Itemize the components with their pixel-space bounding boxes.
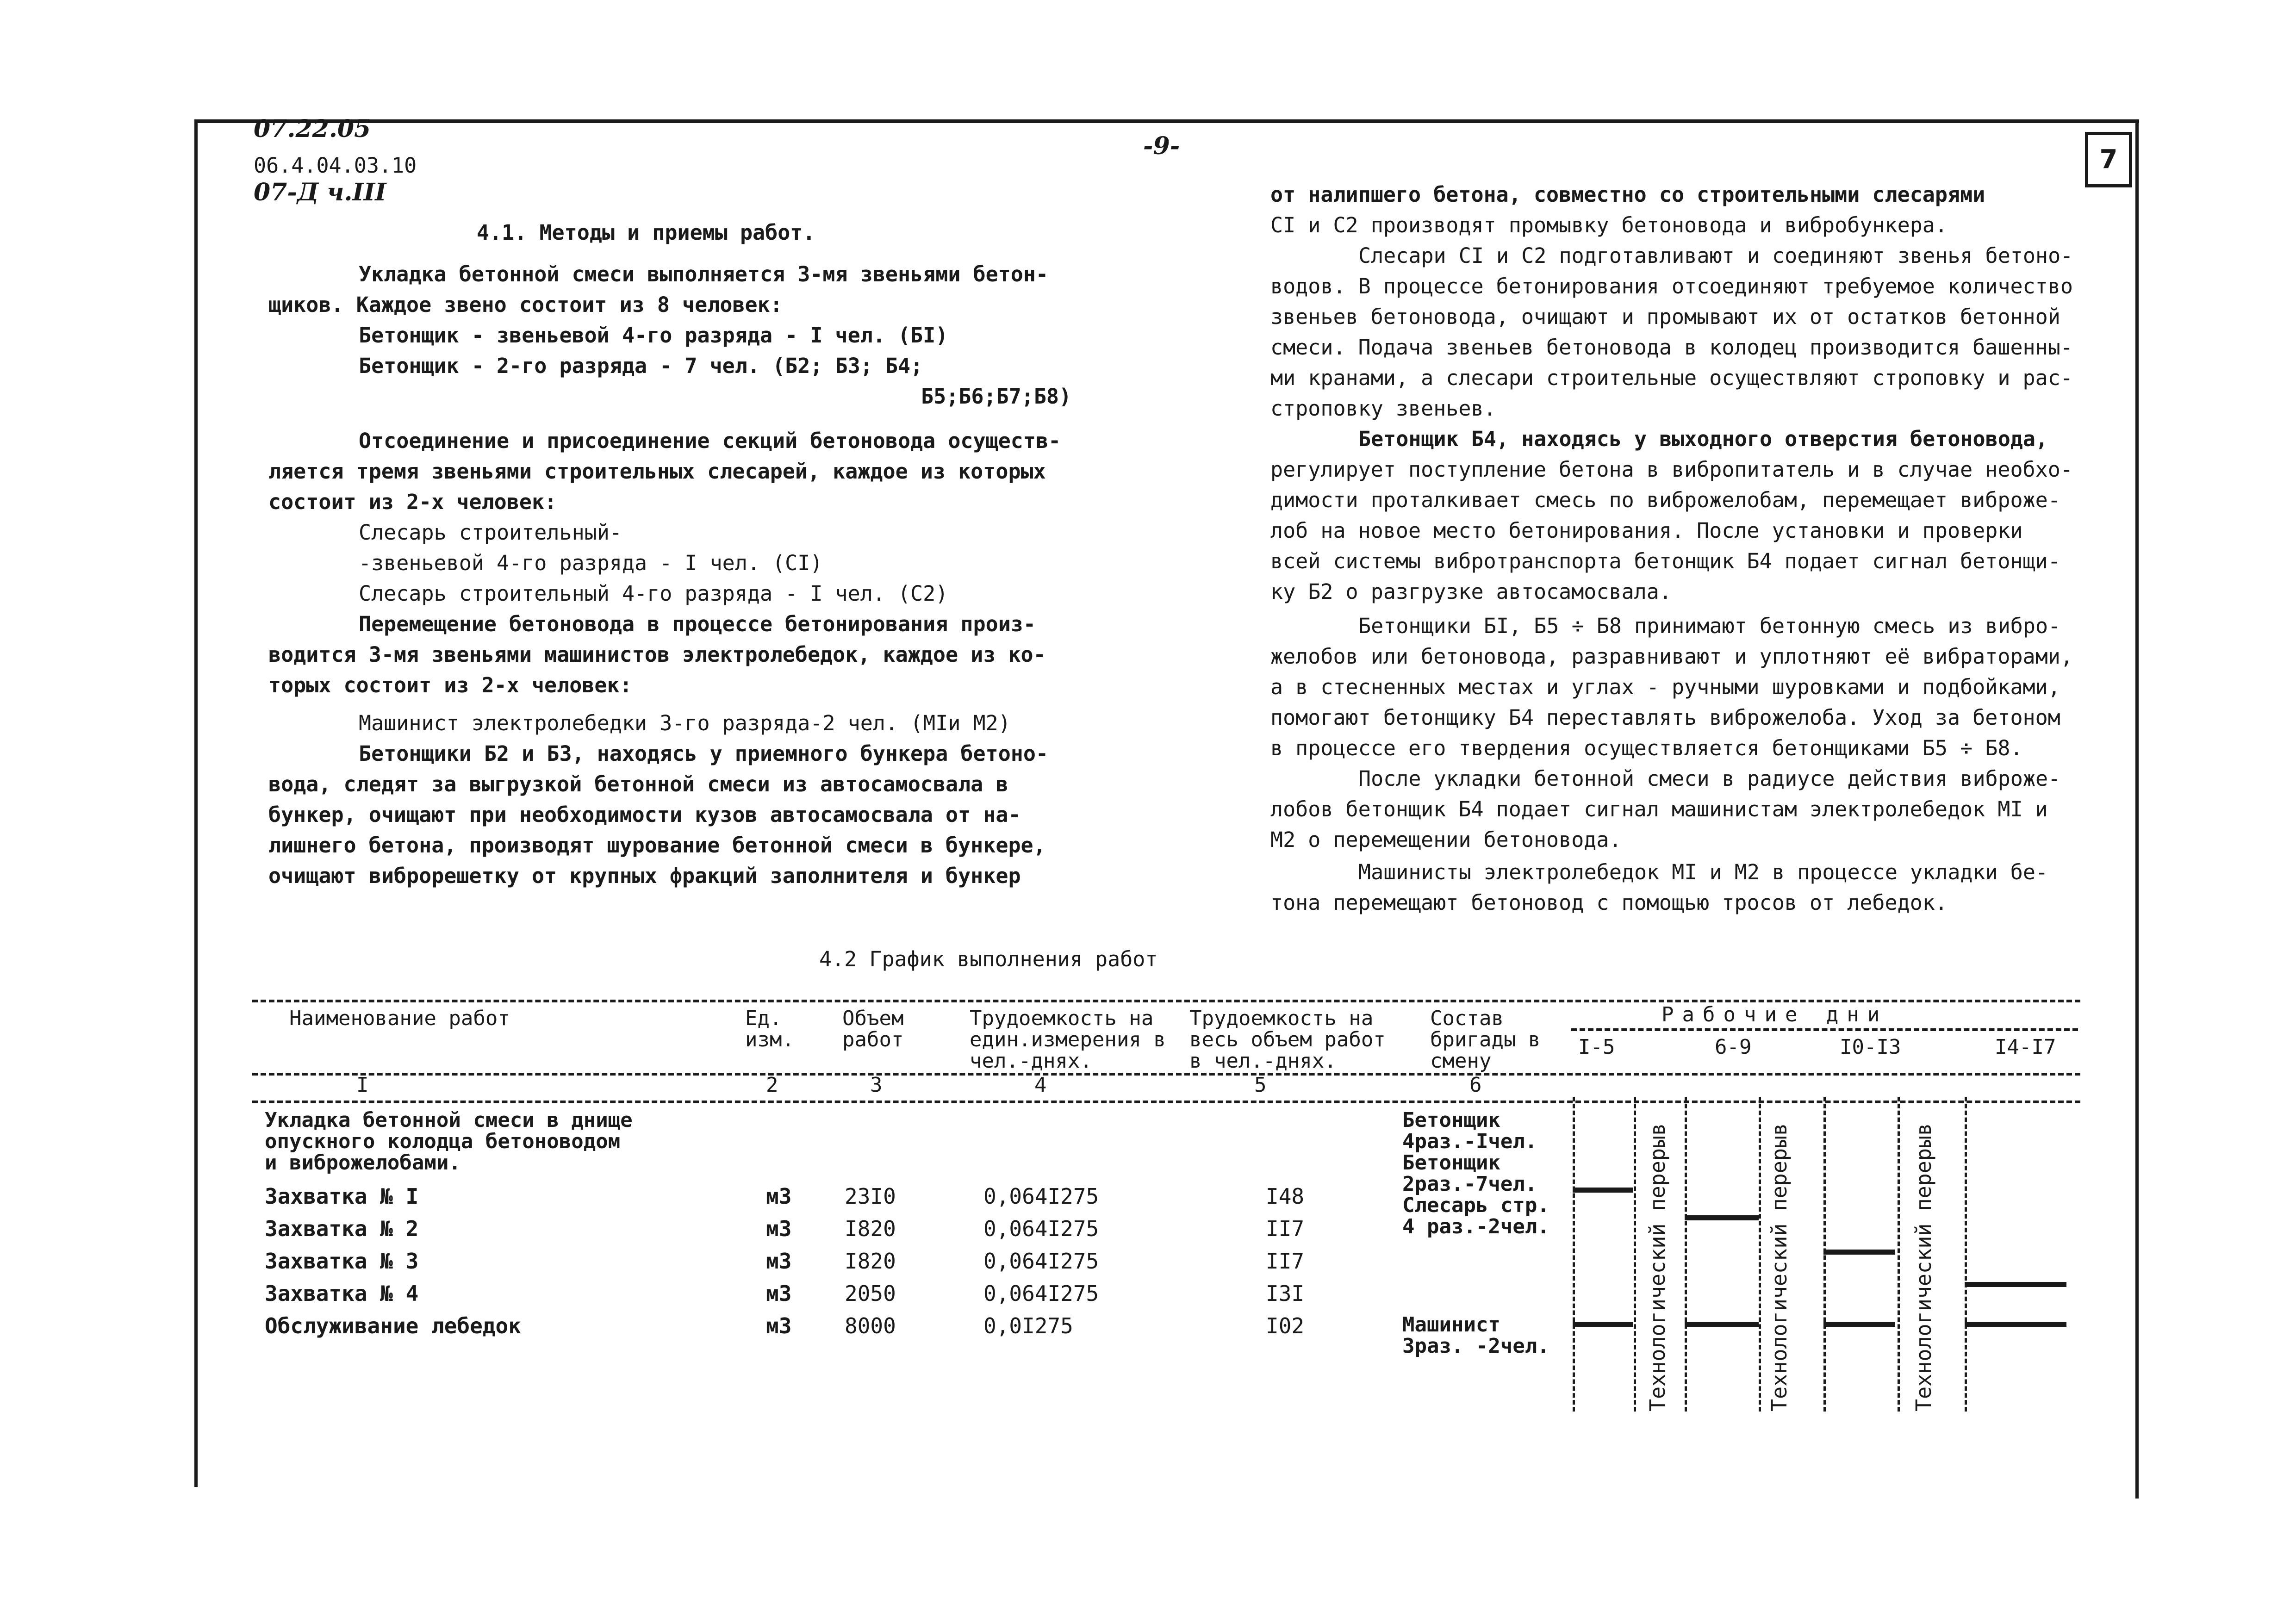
paragraph-line: димости проталкивает смесь по виброжелобам, перемещает виброже- bbox=[1270, 488, 2060, 512]
day-separator bbox=[1573, 1097, 1575, 1412]
schedule-bar-winch-3 bbox=[1823, 1322, 1895, 1327]
row-unit: м3 bbox=[766, 1184, 792, 1209]
header-crew: Состав бригады в смену bbox=[1430, 1007, 1541, 1073]
sheet-number: 7 bbox=[2085, 132, 2132, 187]
frame-top-border bbox=[194, 119, 2139, 123]
paragraph-line: ляется тремя звеньями строительных слесарей, каждое из которых bbox=[268, 459, 1046, 484]
paragraph-line: а в стесненных местах и углах - ручными шуровками и подбойками, bbox=[1270, 675, 2060, 699]
paragraph-line: водов. В процессе бетонирования отсоединяют требуемое количество bbox=[1270, 274, 2073, 298]
row-name: Обслуживание лебедок bbox=[265, 1313, 521, 1338]
paragraph-line: Машинисты электролебедок МI и М2 в процессе укладки бе- bbox=[1358, 860, 2048, 884]
paragraph-line: Слесари СI и С2 подготавливают и соединяют звенья бетоно- bbox=[1358, 243, 2073, 268]
day-separator bbox=[1759, 1097, 1761, 1412]
crew-line: Бетонщик bbox=[1402, 1108, 1500, 1132]
day-separator bbox=[1898, 1097, 1900, 1412]
paragraph-line: от налипшего бетона, совместно со строительными слесарями bbox=[1270, 182, 1985, 207]
row-volume: 8000 bbox=[845, 1313, 896, 1338]
row-volume: 23I0 bbox=[845, 1184, 896, 1209]
row-labor-total: I02 bbox=[1266, 1313, 1305, 1338]
paragraph-line: вода, следят за выгрузкой бетонной смеси из автосамосвала в bbox=[268, 772, 1008, 796]
paragraph-line: Слесарь строительный 4-го разряда - I чел. (С2) bbox=[359, 581, 948, 606]
paragraph-line: строповку звеньев. bbox=[1270, 396, 1496, 421]
paragraph-line: всей системы вибротранспорта бетонщик Б4 подает сигнал бетонщи- bbox=[1270, 549, 2060, 573]
paragraph-line: После укладки бетонной смеси в радиусе действия виброже- bbox=[1358, 766, 2061, 791]
main-task-line: Укладка бетонной смеси в днище bbox=[265, 1108, 633, 1132]
crew-line: Бетонщик bbox=[1402, 1151, 1500, 1175]
paragraph-line: ми кранами, а слесари строительные осуществляют строповку и рас- bbox=[1270, 366, 2073, 390]
paragraph-line: очищают виброрешетку от крупных фракций заполнителя и бункер bbox=[268, 864, 1021, 888]
main-task-line: и виброжелобами. bbox=[265, 1151, 461, 1175]
document-part-handwritten: 07-Д ч.III bbox=[254, 178, 386, 206]
frame-right-border bbox=[2135, 119, 2139, 1499]
crew-line: Слесарь стр. bbox=[1402, 1194, 1549, 1217]
crew-line: Машинист bbox=[1402, 1313, 1500, 1337]
row-name: Захватка № 2 bbox=[265, 1216, 419, 1241]
column-number: 4 bbox=[1034, 1073, 1047, 1097]
row-labor-unit: 0,0I275 bbox=[983, 1313, 1073, 1338]
section-title: 4.1. Методы и приемы работ. bbox=[477, 220, 815, 245]
paragraph-line: Бетонщик - звеньевой 4-го разряда - I чел. (БI) bbox=[359, 323, 948, 348]
header-labor-unit: Трудоемкость на един.измерения в чел.-днях. bbox=[970, 1007, 1166, 1073]
row-labor-total: II7 bbox=[1266, 1249, 1305, 1274]
column-number: I bbox=[356, 1073, 369, 1097]
paragraph-line: щиков. Каждое звено состоит из 8 человек: bbox=[268, 292, 783, 317]
column-number: 3 bbox=[870, 1073, 883, 1097]
schedule-bar-capture-3 bbox=[1823, 1250, 1895, 1255]
row-name: Захватка № 4 bbox=[265, 1281, 419, 1306]
paragraph-line: Бетонщики БI, Б5 ÷ Б8 принимают бетонную смесь из вибро- bbox=[1358, 614, 2061, 638]
schedule-bar-capture-2 bbox=[1685, 1215, 1759, 1220]
schedule-bar-winch-4 bbox=[1965, 1322, 2066, 1327]
paragraph-line: звеньев бетоновода, очищают и промывают их от остатков бетонной bbox=[1270, 305, 2060, 329]
paragraph-line: водится 3-мя звеньями машинистов электролебедок, каждое из ко- bbox=[268, 642, 1046, 667]
table-top-line bbox=[252, 1000, 2080, 1002]
paragraph-line: М2 о перемещении бетоновода. bbox=[1270, 827, 1622, 852]
paragraph-line: бункер, очищают при необходимости кузов автосамосвала от на- bbox=[268, 802, 1021, 827]
document-code-handwritten: 07.22.05 bbox=[254, 115, 371, 143]
column-number: 5 bbox=[1254, 1073, 1267, 1097]
header-name: Наименование работ bbox=[289, 1007, 510, 1030]
paragraph-line: ку Б2 о разгрузке автосамосвала. bbox=[1270, 579, 1672, 604]
crew-line: 2раз.-7чел. bbox=[1402, 1172, 1537, 1196]
day-separator bbox=[1965, 1097, 1967, 1412]
header-unit: Ед. изм. bbox=[745, 1007, 794, 1051]
paragraph-line: состоит из 2-х человек: bbox=[268, 490, 557, 514]
day-group: I4-I7 bbox=[1995, 1035, 2056, 1059]
row-labor-total: I48 bbox=[1266, 1184, 1305, 1209]
paragraph-line: Перемещение бетоновода в процессе бетонирования произ- bbox=[359, 612, 1036, 636]
row-labor-total: I3I bbox=[1266, 1281, 1305, 1306]
header-labor-total: Трудоемкость на весь объем работ в чел.-днях. bbox=[1189, 1007, 1386, 1073]
paragraph-line: СI и С2 производят промывку бетоновода и вибробункера. bbox=[1270, 213, 1948, 237]
break-label: Технологический перерыв bbox=[1911, 1123, 1936, 1412]
schedule-bar-capture-1 bbox=[1573, 1188, 1633, 1193]
break-label: Технологический перерыв bbox=[1645, 1123, 1670, 1412]
crew-line: 4 раз.-2чел. bbox=[1402, 1215, 1549, 1238]
column-number: 2 bbox=[766, 1073, 778, 1097]
row-name: Захватка № I bbox=[265, 1184, 419, 1209]
table-numbers-line bbox=[252, 1101, 2080, 1103]
row-volume: I820 bbox=[845, 1249, 896, 1274]
paragraph-line: Б5;Б6;Б7;Б8) bbox=[921, 384, 1072, 409]
paragraph-line: Бетонщик - 2-го разряда - 7 чел. (Б2; Б3; Б4; bbox=[359, 354, 923, 378]
row-unit: м3 bbox=[766, 1281, 792, 1306]
paragraph-line: смеси. Подача звеньев бетоновода в колодец производится башенны- bbox=[1270, 335, 2073, 360]
column-number: 6 bbox=[1469, 1073, 1482, 1097]
paragraph-line: Машинист электролебедки 3-го разряда-2 чел. (МIи М2) bbox=[359, 711, 1011, 735]
row-volume: I820 bbox=[845, 1216, 896, 1241]
row-unit: м3 bbox=[766, 1313, 792, 1338]
header-volume: Объем работ bbox=[842, 1007, 904, 1051]
paragraph-line: Укладка бетонной смеси выполняется 3-мя звеньями бетон- bbox=[359, 262, 1049, 286]
row-labor-unit: 0,064I275 bbox=[983, 1281, 1099, 1306]
crew-line: 4раз.-Iчел. bbox=[1402, 1130, 1537, 1153]
paragraph-line: лишнего бетона, производят шурование бетонной смеси в бункере, bbox=[268, 833, 1046, 858]
crew-line: 3раз. -2чел. bbox=[1402, 1334, 1549, 1358]
page-number: -9- bbox=[1143, 132, 1180, 160]
day-group: 6-9 bbox=[1715, 1035, 1752, 1059]
table-header-line bbox=[252, 1073, 2080, 1076]
row-volume: 2050 bbox=[845, 1281, 896, 1306]
paragraph-line: Бетонщик Б4, находясь у выходного отверстия бетоновода, bbox=[1358, 427, 2048, 451]
schedule-title: 4.2 График выполнения работ bbox=[819, 947, 1158, 971]
row-unit: м3 bbox=[766, 1216, 792, 1241]
day-group: I-5 bbox=[1578, 1035, 1615, 1059]
row-labor-total: II7 bbox=[1266, 1216, 1305, 1241]
main-task-line: опускного колодца бетоноводом bbox=[265, 1130, 621, 1153]
paragraph-line: помогают бетонщику Б4 переставлять виброжелоба. Уход за бетоном bbox=[1270, 705, 2060, 730]
schedule-bar-capture-4 bbox=[1965, 1282, 2066, 1287]
paragraph-line: Отсоединение и присоединение секций бетоновода осуществ- bbox=[359, 429, 1061, 453]
paragraph-line: регулирует поступление бетона в вибропитатель и в случае необхо- bbox=[1270, 457, 2073, 482]
paragraph-line: лоб на новое место бетонирования. После установки и проверки bbox=[1270, 518, 2023, 543]
paragraph-line: тона перемещают бетоновод с помощью тросов от лебедок. bbox=[1270, 890, 1948, 915]
paragraph-line: торых состоит из 2-х человек: bbox=[268, 673, 632, 697]
document-code: 06.4.04.03.10 bbox=[254, 153, 417, 178]
break-label: Технологический перерыв bbox=[1767, 1123, 1792, 1412]
row-unit: м3 bbox=[766, 1249, 792, 1274]
days-header-line bbox=[1571, 1028, 2078, 1031]
day-group: I0-I3 bbox=[1840, 1035, 1901, 1059]
header-working-days: Рабочие дни bbox=[1661, 1003, 1888, 1026]
paragraph-line: в процессе его твердения осуществляется бетонщиками Б5 ÷ Б8. bbox=[1270, 736, 2023, 760]
paragraph-line: Слесарь строительный- bbox=[359, 520, 622, 545]
row-labor-unit: 0,064I275 bbox=[983, 1184, 1099, 1209]
day-separator bbox=[1685, 1097, 1687, 1412]
schedule-bar-winch-2 bbox=[1685, 1322, 1759, 1327]
schedule-bar-winch-1 bbox=[1573, 1322, 1633, 1327]
frame-left-border bbox=[194, 119, 198, 1487]
paragraph-line: Бетонщики Б2 и Б3, находясь у приемного бункера бетоно- bbox=[359, 741, 1049, 766]
day-separator bbox=[1634, 1097, 1636, 1412]
paragraph-line: желобов или бетоновода, разравнивают и уплотняют её вибраторами, bbox=[1270, 644, 2073, 669]
paragraph-line: лобов бетонщик Б4 подает сигнал машинистам электролебедок МI и bbox=[1270, 797, 2048, 821]
row-labor-unit: 0,064I275 bbox=[983, 1249, 1099, 1274]
paragraph-line: -звеньевой 4-го разряда - I чел. (СI) bbox=[359, 551, 823, 575]
row-name: Захватка № 3 bbox=[265, 1249, 419, 1274]
row-labor-unit: 0,064I275 bbox=[983, 1216, 1099, 1241]
